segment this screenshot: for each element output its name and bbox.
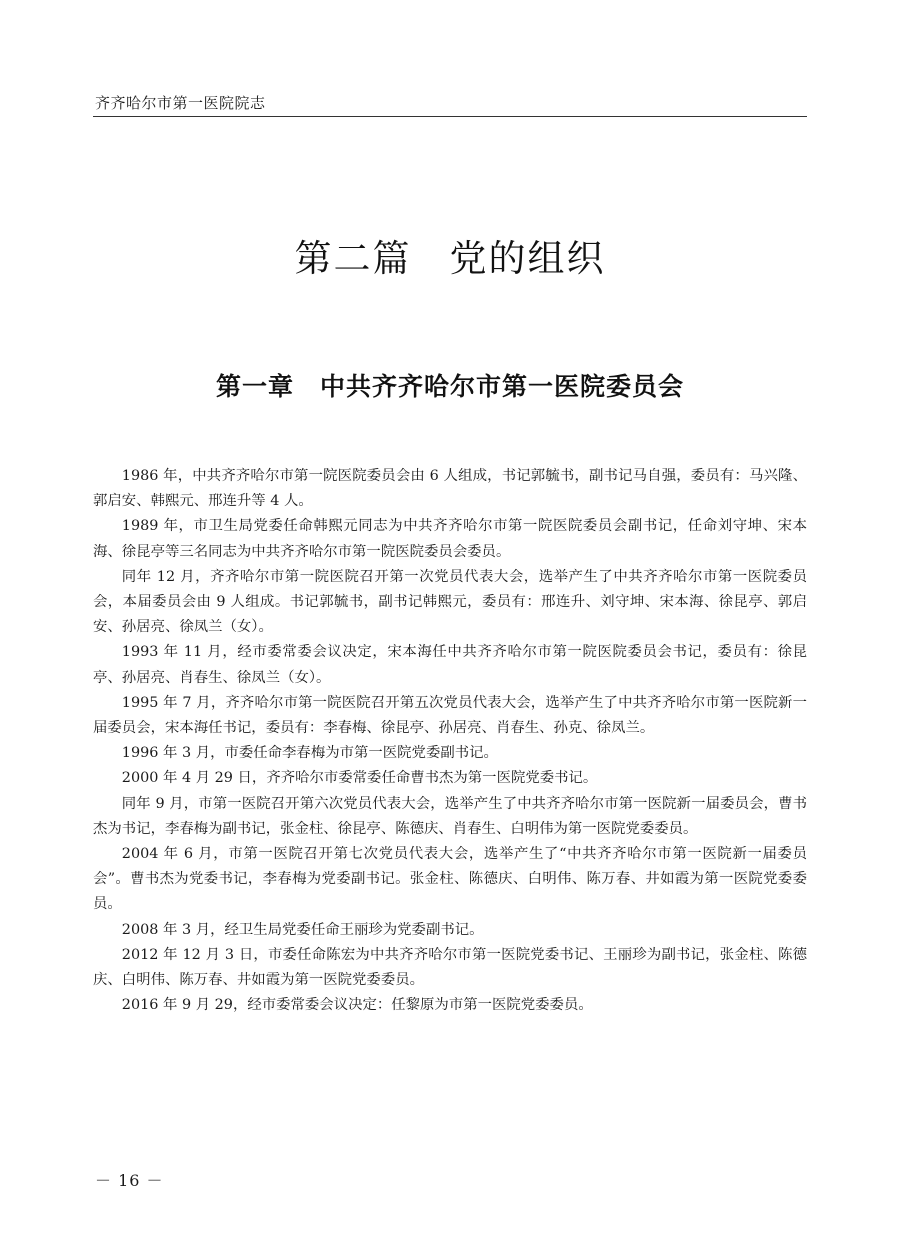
page-number: － 16 － [95,1171,164,1190]
paragraph-1989-december: 同年 12 月，齐齐哈尔市第一院医院召开第一次党员代表大会，选举产生了中共齐齐哈尔市第一医院委员会，本届委员会由 9 人组成。书记郭毓书，副书记韩熙元，委员有：邢连升、刘守坤、宋本海、徐昆亭、郭启安、孙居亮、徐凤兰（女）。 [93,568,807,636]
paragraph-1995: 1995 年 7 月，齐齐哈尔市第一院医院召开第五次党员代表大会，选举产生了中共齐齐哈尔市第一医院新一届委员会，宋本海任书记，委员有：李春梅、徐昆亭、孙居亮、肖春生、孙克、徐凤兰。 [93,694,807,737]
paragraph-2012: 2012 年 12 月 3 日，市委任命陈宏为中共齐齐哈尔市第一医院党委书记、王丽珍为副书记，张金柱、陈德庆、白明伟、陈万春、井如霞为第一医院党委委员。 [93,946,807,989]
chapter-title [0,367,900,403]
running-header-title: 齐齐哈尔市第一医院院志 [95,94,266,112]
paragraph-2008: 2008 年 3 月，经卫生局党委任命王丽珍为党委副书记。 [121,921,484,938]
paragraph-1993: 1993 年 11 月，经市委常委会议决定，宋本海任中共齐齐哈尔市第一院医院委员会书记，委员有：徐昆亭、孙居亮、肖春生、徐凤兰（女）。 [93,644,807,686]
paragraph-2000: 2000 年 4 月 29 日，齐齐哈尔市委常委任命曹书杰为第一医院党委书记。 [121,770,598,787]
paragraph-1986: 1986 年，中共齐齐哈尔市第一院医院委员会由 6 人组成，书记郭毓书，副书记马自强，委员有：马兴隆、郭启安、韩熙元、邢连升等 4 人。 [93,468,807,510]
part-title [0,228,900,282]
header-divider [93,116,807,117]
paragraph-2004: 2004 年 6 月，市第一医院召开第七次党员代表大会，选举产生了“中共齐齐哈尔市第一医院新一届委员会”。曹书杰为党委书记，李春梅为党委副书记。张金柱、陈德庆、白明伟、陈万春、井如霞为第一医院党委委员。 [93,846,807,913]
chapter-name: 中共齐齐哈尔市第一医院委员会 [320,372,685,401]
paragraph-1996: 1996 年 3 月，市委任命李春梅为市第一医院党委副书记。 [121,745,498,762]
paragraph-1989: 1989 年，市卫生局党委任命韩熙元同志为中共齐齐哈尔市第一院医院委员会副书记，任命刘守坤、宋本海、徐昆亭等三名同志为中共齐齐哈尔市第一院医院委员会委员。 [93,518,807,560]
part-number: 第二篇 [294,237,412,280]
paragraph-2016: 2016 年 9 月 29，经市委常委会议决定：任黎原为市第一医院党委委员。 [121,997,593,1014]
chapter-number: 第一章 [215,372,294,401]
part-name: 党的组织 [449,237,606,280]
paragraph-2000-september: 同年 9 月，市第一医院召开第六次党员代表大会，选举产生了中共齐齐哈尔市第一医院新一届委员会，曹书杰为书记，李春梅为副书记，张金柱、徐昆亭、陈德庆、肖春生、白明伟为第一医院党委委员。 [93,795,807,837]
chapter-body [93,464,807,1018]
